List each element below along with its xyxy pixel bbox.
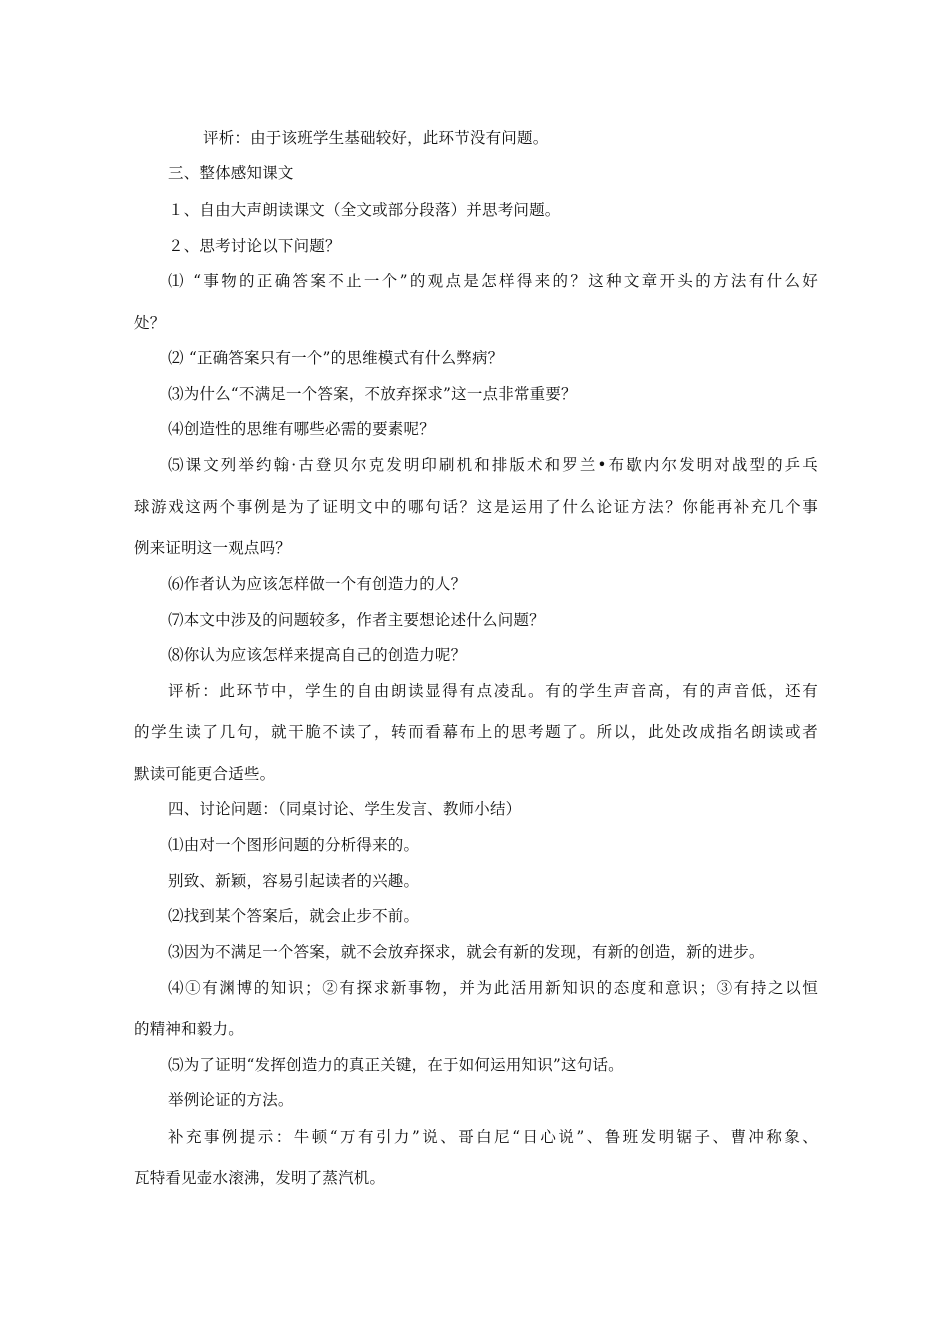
- evaluation-2-line-1: 评析：此环节中，学生的自由朗读显得有点凌乱。有的学生声音高，有的声音低，还有: [168, 682, 818, 700]
- question-6: ⑹作者认为应该怎样做一个有创造力的人？: [168, 575, 467, 593]
- question-5-line-3: 例来证明这一观点吗？: [134, 539, 292, 557]
- question-1-line-2: 处？: [134, 314, 166, 332]
- question-8: ⑻你认为应该怎样来提高自己的创造力呢？: [168, 646, 467, 664]
- section-heading-4: 四、讨论问题：（同桌讨论、学生发言、教师小结）: [168, 800, 522, 818]
- question-5-line-2: 球游戏这两个事例是为了证明文中的哪句话？这是运用了什么论证方法？你能再补充几个事: [134, 498, 818, 516]
- question-1-line-1: ⑴ “事物的正确答案不止一个”的观点是怎样得来的？这种文章开头的方法有什么好: [168, 272, 818, 290]
- step-2: ２、思考讨论以下问题？: [168, 237, 341, 255]
- question-4: ⑷创造性的思维有哪些必需的要素呢？: [168, 420, 435, 438]
- question-3: ⑶为什么“不满足一个答案，不放弃探求”这一点非常重要？: [168, 385, 577, 403]
- answer-5: ⑸为了证明“发挥创造力的真正关键，在于如何运用知识”这句话。: [168, 1056, 624, 1074]
- examples-line-2: 瓦特看见壶水滚沸，发明了蒸汽机。: [134, 1169, 386, 1187]
- answer-2: ⑵找到某个答案后，就会止步不前。: [168, 907, 420, 925]
- evaluation-2-line-3: 默读可能更合适些。: [134, 765, 276, 783]
- answer-4-line-2: 的精神和毅力。: [134, 1020, 244, 1038]
- answer-1: ⑴由对一个图形问题的分析得来的。: [168, 836, 420, 854]
- evaluation-1: 评析：由于该班学生基础较好，此环节没有问题。: [203, 129, 549, 147]
- answer-1-extra: 别致、新颖，容易引起读者的兴趣。: [168, 872, 420, 890]
- examples-line-1: 补充事例提示：牛顿“万有引力”说、哥白尼“日心说”、鲁班发明锯子、曹冲称象、: [168, 1128, 818, 1146]
- answer-5-method: 举例论证的方法。: [168, 1091, 294, 1109]
- answer-4-line-1: ⑷①有渊博的知识；②有探求新事物，并为此活用新知识的态度和意识；③有持之以恒: [168, 979, 818, 997]
- question-7: ⑺本文中涉及的问题较多，作者主要想论述什么问题？: [168, 611, 545, 629]
- section-heading-3: 三、整体感知课文: [168, 164, 294, 182]
- question-2: ⑵ “正确答案只有一个”的思维模式有什么弊病？: [168, 349, 504, 367]
- evaluation-2-line-2: 的学生读了几句，就干脆不读了，转而看幕布上的思考题了。所以，此处改成指名朗读或者: [134, 723, 818, 741]
- answer-3: ⑶因为不满足一个答案，就不会放弃探求，就会有新的发现，有新的创造，新的进步。: [168, 943, 765, 961]
- question-5-line-1: ⑸课文列举约翰·古登贝尔克发明印刷机和排版术和罗兰•布歇内尔发明对战型的乒乓: [168, 456, 818, 474]
- step-1: １、自由大声朗读课文（全文或部分段落）并思考问题。: [168, 201, 561, 219]
